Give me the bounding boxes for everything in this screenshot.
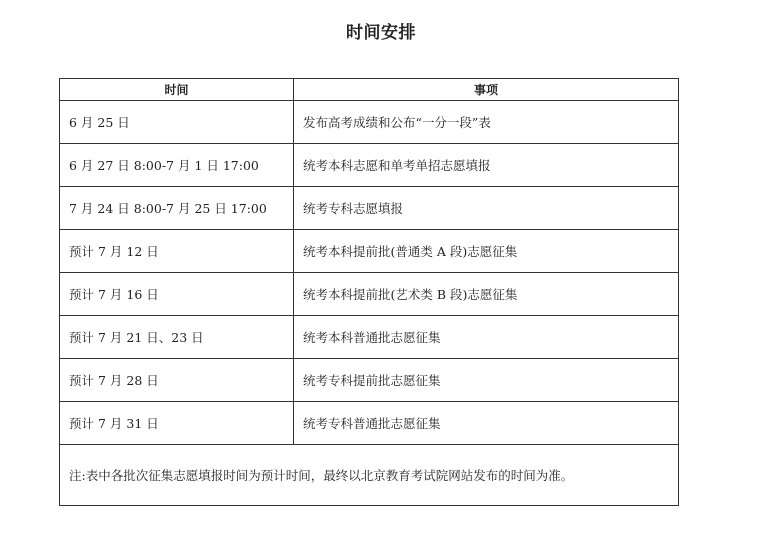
item-cell: 统考本科提前批(艺术类 B 段)志愿征集 [294, 273, 679, 316]
table-row [60, 273, 679, 316]
table-row [60, 230, 679, 273]
table-header-row [60, 79, 679, 101]
table-row [60, 101, 679, 144]
page-title: 时间安排 [346, 23, 416, 43]
time-cell: 预计 7 月 31 日 [60, 402, 294, 445]
table-row [60, 359, 679, 402]
item-cell: 统考专科提前批志愿征集 [294, 359, 679, 402]
time-cell: 预计 7 月 28 日 [60, 359, 294, 402]
time-cell: 预计 7 月 12 日 [60, 230, 294, 273]
time-cell: 6 月 27 日 8:00-7 月 1 日 17:00 [60, 144, 294, 187]
table-row [60, 144, 679, 187]
item-cell: 统考本科普通批志愿征集 [294, 316, 679, 359]
time-cell: 预计 7 月 21 日、23 日 [60, 316, 294, 359]
item-cell: 统考本科提前批(普通类 A 段)志愿征集 [294, 230, 679, 273]
table-row [60, 402, 679, 445]
time-cell: 预计 7 月 16 日 [60, 273, 294, 316]
table-row [60, 316, 679, 359]
schedule-table [59, 78, 679, 506]
item-cell: 发布高考成绩和公布“一分一段”表 [294, 101, 679, 144]
time-cell: 7 月 24 日 8:00-7 月 25 日 17:00 [60, 187, 294, 230]
table-note: 注:表中各批次征集志愿填报时间为预计时间，最终以北京教育考试院网站发布的时间为准。 [60, 445, 679, 506]
item-cell: 统考专科志愿填报 [294, 187, 679, 230]
table-row [60, 187, 679, 230]
item-cell: 统考本科志愿和单考单招志愿填报 [294, 144, 679, 187]
column-header-time: 时间 [60, 79, 294, 101]
item-cell: 统考专科普通批志愿征集 [294, 402, 679, 445]
time-cell: 6 月 25 日 [60, 101, 294, 144]
column-header-item: 事项 [294, 79, 679, 101]
table-note-row [60, 445, 679, 506]
